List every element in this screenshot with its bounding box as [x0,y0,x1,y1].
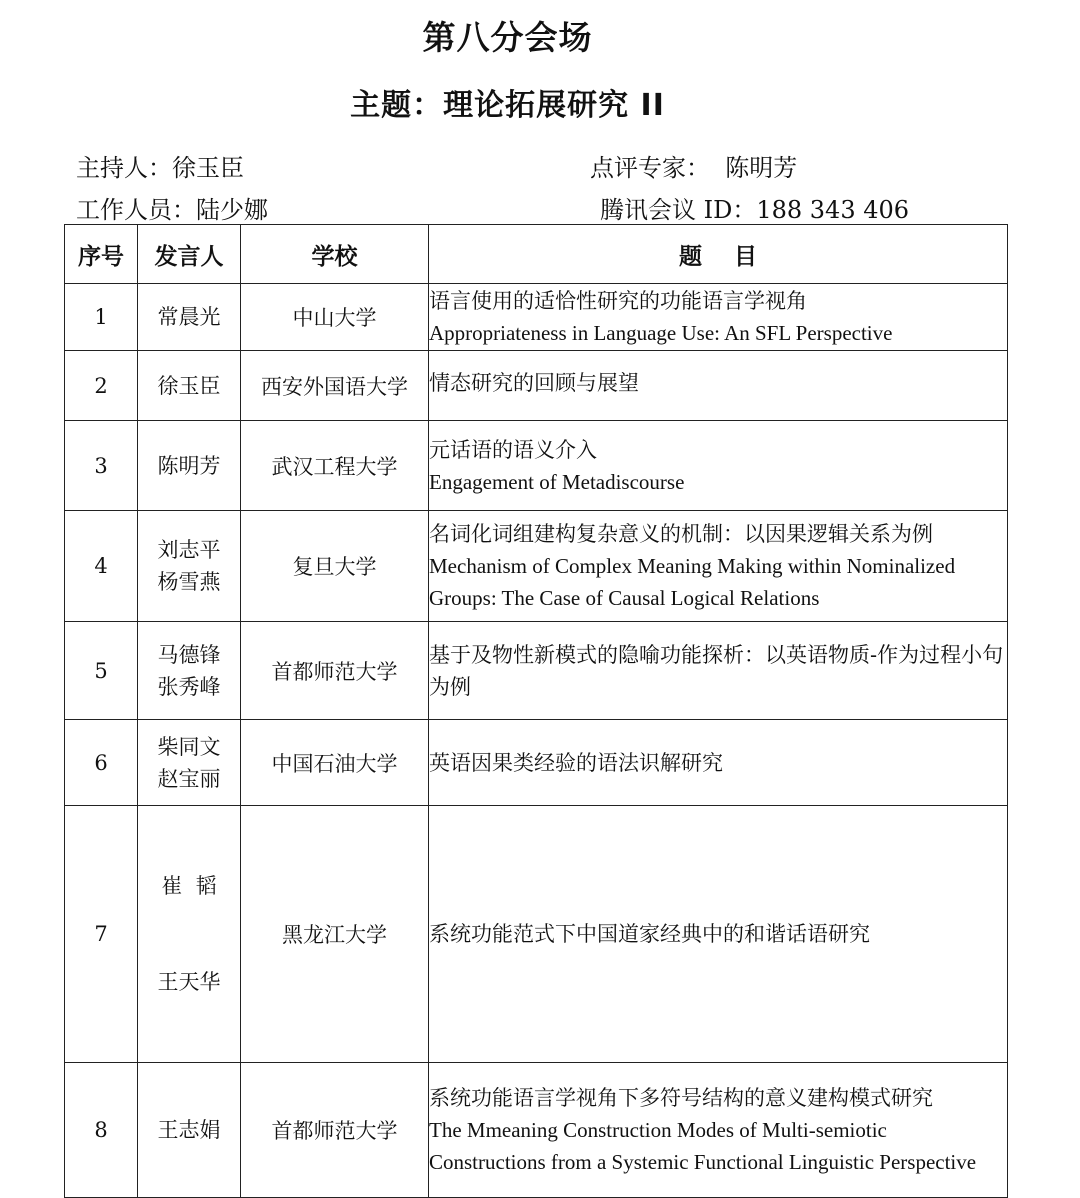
table-row [65,622,1008,720]
row-topic [429,351,1008,421]
header-topic: 题 目 [429,225,1008,284]
row-speaker [138,284,241,351]
row-topic [429,511,1008,622]
row-school: 中国石油大学 [241,720,429,806]
table-row [65,1063,1008,1198]
topic-zh: 英语因果类经验的语法识解研究 [429,750,723,775]
speaker-name: 杨雪燕 [157,570,221,594]
row-num: 5 [65,622,138,720]
row-school: 首都师范大学 [241,622,429,720]
row-school: 中山大学 [241,284,429,351]
header-school: 学校 [241,225,429,284]
row-speaker [138,351,241,421]
topic-zh: 元话语的语义介入 [429,437,597,462]
host-label: 主持人：徐玉臣 [76,154,244,182]
speaker-name: 崔 韬 [161,874,217,898]
staff-label: 工作人员：陆少娜 [76,196,268,224]
topic-en: Mechanism of Complex Meaning Making within Nominalized Groups: The Case of Causal Logical Relations [429,554,956,610]
meeting-id-label: 腾讯会议 ID：188 343 406 [600,196,910,224]
topic-zh: 名词化词组建构复杂意义的机制：以因果逻辑关系为例 [429,522,933,546]
row-school: 复旦大学 [241,511,429,622]
row-topic [429,421,1008,511]
row-num: 2 [65,351,138,421]
speaker-name: 徐玉臣 [157,373,221,398]
row-num: 4 [65,511,138,622]
topic-en: Appropriateness in Language Use: An SFL Perspective [429,321,893,345]
speaker-name: 陈明芳 [157,453,221,478]
speaker-name: 王志娟 [157,1118,221,1142]
topic-en: The Mmeaning Construction Modes of Multi-semiotic Constructions from a Systemic Functional Linguistic Perspective [429,1118,977,1174]
topic-en: Engagement of Metadiscourse [429,469,685,494]
speaker-name: 刘志平 [157,538,221,562]
topic-zh: 系统功能语言学视角下多符号结构的意义建构模式研究 [429,1086,933,1110]
header-num: 序号 [65,225,138,284]
table-row [65,511,1008,622]
row-num: 7 [65,806,138,1063]
row-num: 6 [65,720,138,806]
row-speaker [138,720,241,806]
table-row [65,806,1008,1063]
topic-zh: 系统功能范式下中国道家经典中的和谐话语研究 [429,922,870,946]
row-school: 西安外国语大学 [241,351,429,421]
table-row [65,284,1008,351]
row-topic [429,806,1008,1063]
row-num: 8 [65,1063,138,1198]
row-speaker [138,421,241,511]
topic-zh: 基于及物性新模式的隐喻功能探析：以英语物质-作为过程小句为例 [429,642,1004,699]
speaker-name: 赵宝丽 [157,766,221,791]
session-title: 第八分会场 [422,18,593,57]
table-row [65,421,1008,511]
row-topic [429,284,1008,351]
speaker-name: 柴同文 [157,734,221,759]
topic-zh: 情态研究的回顾与展望 [429,371,639,395]
row-topic [429,1063,1008,1198]
schedule-table [64,224,1008,1198]
speaker-name: 张秀峰 [157,674,221,699]
table-row [65,720,1008,806]
row-topic [429,720,1008,806]
row-speaker [138,622,241,720]
row-num: 3 [65,421,138,511]
topic-zh: 语言使用的适恰性研究的功能语言学视角 [429,289,807,313]
header-speaker: 发言人 [138,225,241,284]
table-header-row [65,225,1008,284]
speaker-name: 马德锋 [157,642,221,667]
row-num: 1 [65,284,138,351]
row-school: 首都师范大学 [241,1063,429,1198]
session-theme: 主题：理论拓展研究 II [350,88,665,123]
row-school: 武汉工程大学 [241,421,429,511]
speaker-name: 王天华 [157,970,221,994]
table-row [65,351,1008,421]
row-topic [429,622,1008,720]
row-speaker [138,806,241,1063]
row-speaker [138,1063,241,1198]
critic-label: 点评专家： 陈明芳 [590,154,798,182]
row-school: 黑龙江大学 [241,806,429,1063]
speaker-name: 常晨光 [157,305,221,329]
row-speaker [138,511,241,622]
